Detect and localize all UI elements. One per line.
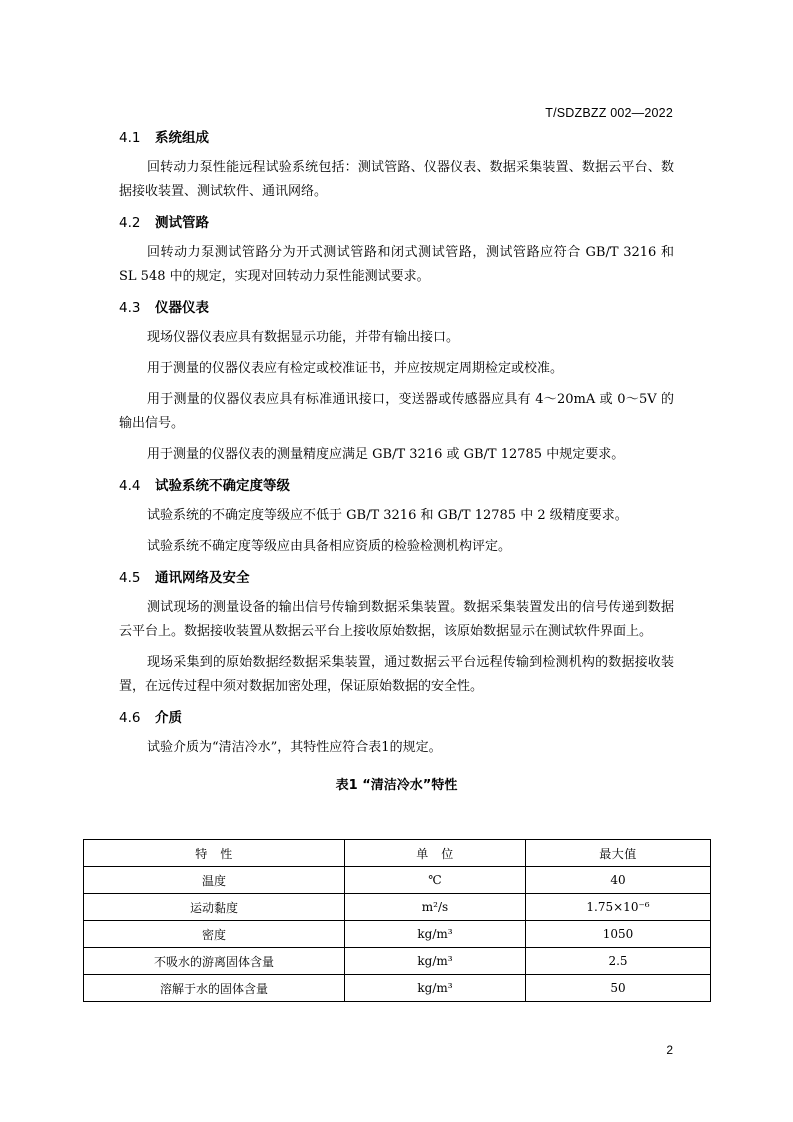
paragraph: 现场采集到的原始数据经数据采集装置，通过数据云平台远程传输到检测机构的数据接收装置，在远传过程中须对数据加密处理，保证原始数据的安全性。 — [119, 655, 674, 694]
section-title: 通讯网络及安全 — [155, 570, 250, 586]
cell-max: 1.75×10⁻⁶ — [526, 894, 711, 921]
paragraph: 回转动力泵测试管路分为开式测试管路和闭式测试管路，测试管路应符合 GB/T 3216 和 SL 548 中的规定，实现对回转动力泵性能测试要求。 — [119, 245, 674, 284]
section-number: 4.1 — [119, 130, 141, 146]
table-row — [84, 894, 711, 921]
paragraph: 回转动力泵性能远程试验系统包括：测试管路、仪器仪表、数据采集装置、数据云平台、数据接收装置、测试软件、通讯网络。 — [119, 160, 674, 199]
cell-unit: kg/m³ — [345, 948, 526, 975]
section-title: 系统组成 — [155, 130, 209, 146]
cell-property: 溶解于水的固体含量 — [84, 975, 345, 1002]
water-properties-table — [83, 839, 711, 1002]
section-number: 4.4 — [119, 478, 141, 494]
section-number: 4.3 — [119, 300, 141, 316]
section-title: 试验系统不确定度等级 — [155, 478, 290, 494]
section-heading-4-2 — [119, 211, 674, 235]
section-heading-4-1 — [119, 126, 674, 150]
cell-property: 不吸水的游离固体含量 — [84, 948, 345, 975]
paragraph: 试验介质为“清洁冷水”，其特性应符合表1的规定。 — [147, 740, 442, 755]
paragraph: 用于测量的仪器仪表应具有标准通讯接口，变送器或传感器应具有 4～20mA 或 0～5V 的输出信号。 — [119, 392, 674, 431]
cell-property: 密度 — [84, 921, 345, 948]
section-heading-4-6 — [119, 706, 674, 730]
page-number: 2 — [666, 1043, 673, 1057]
paragraph: 用于测量的仪器仪表应有检定或校准证书，并应按规定周期检定或校准。 — [147, 361, 564, 376]
table-header-row — [84, 840, 711, 867]
cell-property: 运动黏度 — [84, 894, 345, 921]
cell-max: 1050 — [526, 921, 711, 948]
section-number: 4.6 — [119, 710, 141, 726]
table-row — [84, 921, 711, 948]
section-heading-4-4 — [119, 474, 674, 498]
column-header-property: 特 性 — [84, 840, 345, 867]
cell-unit: ℃ — [345, 867, 526, 894]
cell-unit: m²/s — [345, 894, 526, 921]
column-header-unit: 单 位 — [345, 840, 526, 867]
section-title: 仪器仪表 — [155, 300, 209, 316]
column-header-max: 最大值 — [526, 840, 711, 867]
section-heading-4-3 — [119, 296, 674, 320]
cell-unit: kg/m³ — [345, 921, 526, 948]
table-row — [84, 975, 711, 1002]
cell-unit: kg/m³ — [345, 975, 526, 1002]
document-code: T/SDZBZZ 002—2022 — [545, 106, 673, 120]
paragraph: 用于测量的仪器仪表的测量精度应满足 GB/T 3216 或 GB/T 12785 中规定要求。 — [147, 447, 625, 462]
cell-max: 50 — [526, 975, 711, 1002]
section-number: 4.2 — [119, 215, 141, 231]
paragraph: 试验系统的不确定度等级应不低于 GB/T 3216 和 GB/T 12785 中 2 级精度要求。 — [147, 508, 628, 523]
cell-max: 2.5 — [526, 948, 711, 975]
section-title: 介质 — [155, 710, 182, 726]
section-number: 4.5 — [119, 570, 141, 586]
paragraph: 试验系统不确定度等级应由具备相应资质的检验检测机构评定。 — [147, 539, 512, 554]
table-caption: 表1 “清洁冷水”特性 — [335, 778, 458, 793]
cell-property: 温度 — [84, 867, 345, 894]
table-row — [84, 867, 711, 894]
section-title: 测试管路 — [155, 215, 209, 231]
paragraph: 测试现场的测量设备的输出信号传输到数据采集装置。数据采集装置发出的信号传递到数据云平台上。数据接收装置从数据云平台上接收原始数据，该原始数据显示在测试软件界面上。 — [119, 600, 674, 639]
document-body — [119, 126, 674, 793]
section-heading-4-5 — [119, 566, 674, 590]
table-row — [84, 948, 711, 975]
cell-max: 40 — [526, 867, 711, 894]
paragraph: 现场仪器仪表应具有数据显示功能，并带有输出接口。 — [147, 330, 460, 345]
